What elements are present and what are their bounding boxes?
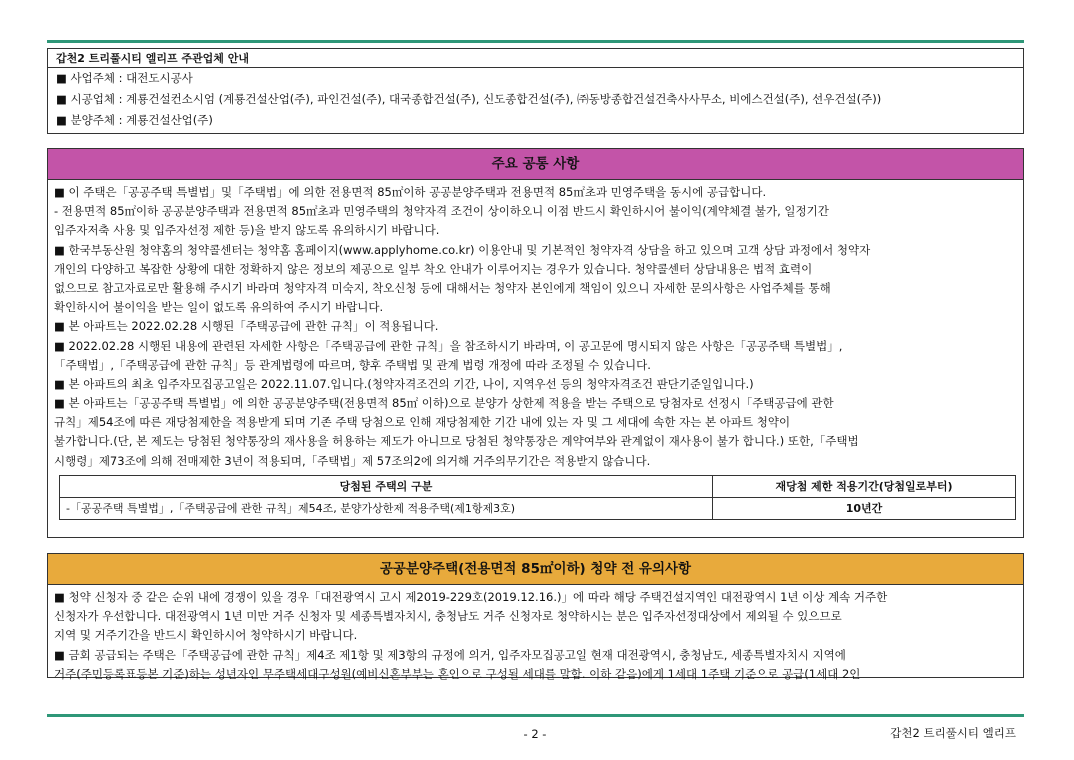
paragraph-line: 없으므로 참고자료로만 활용해 주시기 바라며 청약자격 미숙지, 착오신청 등에 대해서는 청약자 본인에게 책임이 있으니 자세한 문의사항은 사업주체를 통해 xyxy=(54,280,831,295)
paragraph-line: ■ 본 아파트의 최초 입주자모집공고일은 2022.11.07.입니다.(청약자격조건의 기간, 나이, 지역우선 등의 청약자격조건 판단기준일입니다.) xyxy=(54,376,754,391)
bottom-rule xyxy=(47,714,1024,717)
table-header-restriction-period: 재당첨 제한 적용기간(당첨일로부터) xyxy=(713,475,1016,497)
paragraph-line: 지역 및 거주기간을 반드시 확인하시어 청약하시기 바랍니다. xyxy=(54,628,358,643)
paragraph-line: ■ 한국부동산원 청약홈의 청약콜센터는 청약홈 홈페이지(www.applyhome.co.kr) 이용안내 및 기본적인 청약자격 상담을 하고 있으며 고객 상담 과정에서 청약자 xyxy=(54,242,871,257)
paragraph-line: ■ 금회 공급되는 주택은「주택공급에 관한 규칙」제4조 제1항 및 제3항의 규정에 의거, 입주자모집공고일 현재 대전광역시, 충청남도, 세종특별자치시 지역에 xyxy=(54,647,846,662)
paragraph-line: ■ 본 아파트는「공공주택 특별법」에 의한 공공분양주택(전용면적 85㎡ 이하)으로 분양가 상한제 적용을 받는 주택으로 당첨자로 선정시「주택공급에 관한 xyxy=(54,396,834,411)
footer-project-name: 갑천2 트리풀시티 엘리프 xyxy=(890,726,1016,740)
table-cell-period: 10년간 xyxy=(713,497,1016,519)
public-housing-notes-body xyxy=(48,585,1023,684)
paragraph-line: 확인하시어 불이익을 받는 일이 없도록 유의하여 주시기 바랍니다. xyxy=(54,300,384,315)
paragraph-line: - 전용면적 85㎡이하 공공분양주택과 전용면적 85㎡초과 민영주택의 청약자격 조건이 상이하오니 이점 반드시 확인하시어 불이익(계약체결 불가, 일정기간 xyxy=(54,204,829,219)
paragraph-line: 거주(주민등록표등본 기준)하는 성년자인 무주택세대구성원(예비신혼부부는 혼인으로 구성될 세대를 말함. 이하 같음)에게 1세대 1주택 기준으로 공급(1세대 2인 xyxy=(54,666,861,681)
paragraph-line: 시행령」제73조에 의해 전매제한 3년이 적용되며,「주택법」제 57조의2에 의거해 거주의무기간은 적용받지 않습니다. xyxy=(54,453,651,468)
table-row xyxy=(60,497,1016,519)
info-line-constructor: ■ 시공업체 : 계룡건설컨소시엄 (계룡건설산업(주), 파인건설(주), 대국종합건설(주), 신도종합건설(주), ㈜동방종합건설건축사사무소, 비에스건설(주), 선우건설(주)) xyxy=(56,92,882,106)
top-rule xyxy=(47,40,1024,43)
page-number: - 2 - xyxy=(523,727,547,741)
paragraph-line: ■ 청약 신청자 중 같은 순위 내에 경쟁이 있을 경우「대전광역시 고시 제2019-229호(2019.12.16.)」에 따라 해당 주택건설지역인 대전광역시 1년 이상 계속 거주한 xyxy=(54,590,888,604)
section-header-public-housing: 공공분양주택(전용면적 85㎡이하) 청약 전 유의사항 xyxy=(48,554,1023,585)
section-header-common: 주요 공통 사항 xyxy=(48,149,1023,180)
paragraph-line: 개인의 다양하고 복잡한 상황에 대한 정확하지 않은 정보의 제공으로 일부 착오 안내가 이루어지는 경우가 있습니다. 청약콜센터 상담내용은 법적 효력이 xyxy=(54,261,813,276)
paragraph-line: 신청자가 우선합니다. 대전광역시 1년 미만 거주 신청자 및 세종특별자치시, 충청남도 거주 신청자로 청약하시는 분은 입주자선정대상에서 제외될 수 있으므로 xyxy=(54,609,842,624)
info-box-title: 갑천2 트리풀시티 엘리프 주관업체 안내 xyxy=(48,49,1023,68)
info-line-developer: ■ 사업주체 : 대전도시공사 xyxy=(56,71,193,85)
table-header-row xyxy=(60,475,1016,497)
paragraph-line: ■ 본 아파트는 2022.02.28 시행된「주택공급에 관한 규칙」이 적용됩니다. xyxy=(54,319,439,334)
public-housing-notes-section xyxy=(47,553,1024,681)
paragraph-line: ■ 2022.02.28 시행된 내용에 관련된 자세한 사항은「주택공급에 관한 규칙」을 참조하시기 바라며, 이 공고문에 명시되지 않은 사항은「공공주택 특별법」, xyxy=(54,338,843,353)
paragraph-line: 「주택법」,「주택공급에 관한 규칙」등 관계법령에 따르며, 향후 주택법 및 관계 법령 개정에 따라 조정될 수 있습니다. xyxy=(54,357,651,372)
paragraph-line: 불가합니다.(단, 본 제도는 당첨된 청약통장의 재사용을 허용하는 제도가 아니므로 당첨된 청약통장은 계약여부와 관계없이 재사용이 불가 합니다.) 또한,「주택법 xyxy=(54,434,859,449)
info-line-seller: ■ 분양주체 : 계룡건설산업(주) xyxy=(56,113,213,127)
paragraph-line: ■ 이 주택은「공공주택 특별법」및「주택법」에 의한 전용면적 85㎡이하 공공분양주택과 전용면적 85㎡초과 민영주택을 동시에 공급합니다. xyxy=(54,185,767,199)
paragraph-line: 규칙」제54조에 따른 재당첨제한을 적용받게 되며 기존 주택 당첨으로 인해 재당첨제한 기간 내에 있는 자 및 그 세대에 속한 자는 본 아파트 청약이 xyxy=(54,415,791,430)
table-header-house-type: 당첨된 주택의 구분 xyxy=(60,475,713,497)
developer-info-box xyxy=(47,48,1024,134)
rewin-restriction-table xyxy=(59,475,1016,520)
table-cell-house-type: -「공공주택 특별법」,「주택공급에 관한 규칙」제54조, 분양가상한제 적용주택(제1항제3호) xyxy=(60,497,713,519)
paragraph-line: 입주자저축 사용 및 입주자선정 제한 등)을 받지 않도록 유의하시기 바랍니다. xyxy=(54,223,440,238)
common-notes-section xyxy=(47,148,1024,538)
common-notes-body xyxy=(48,180,1023,520)
